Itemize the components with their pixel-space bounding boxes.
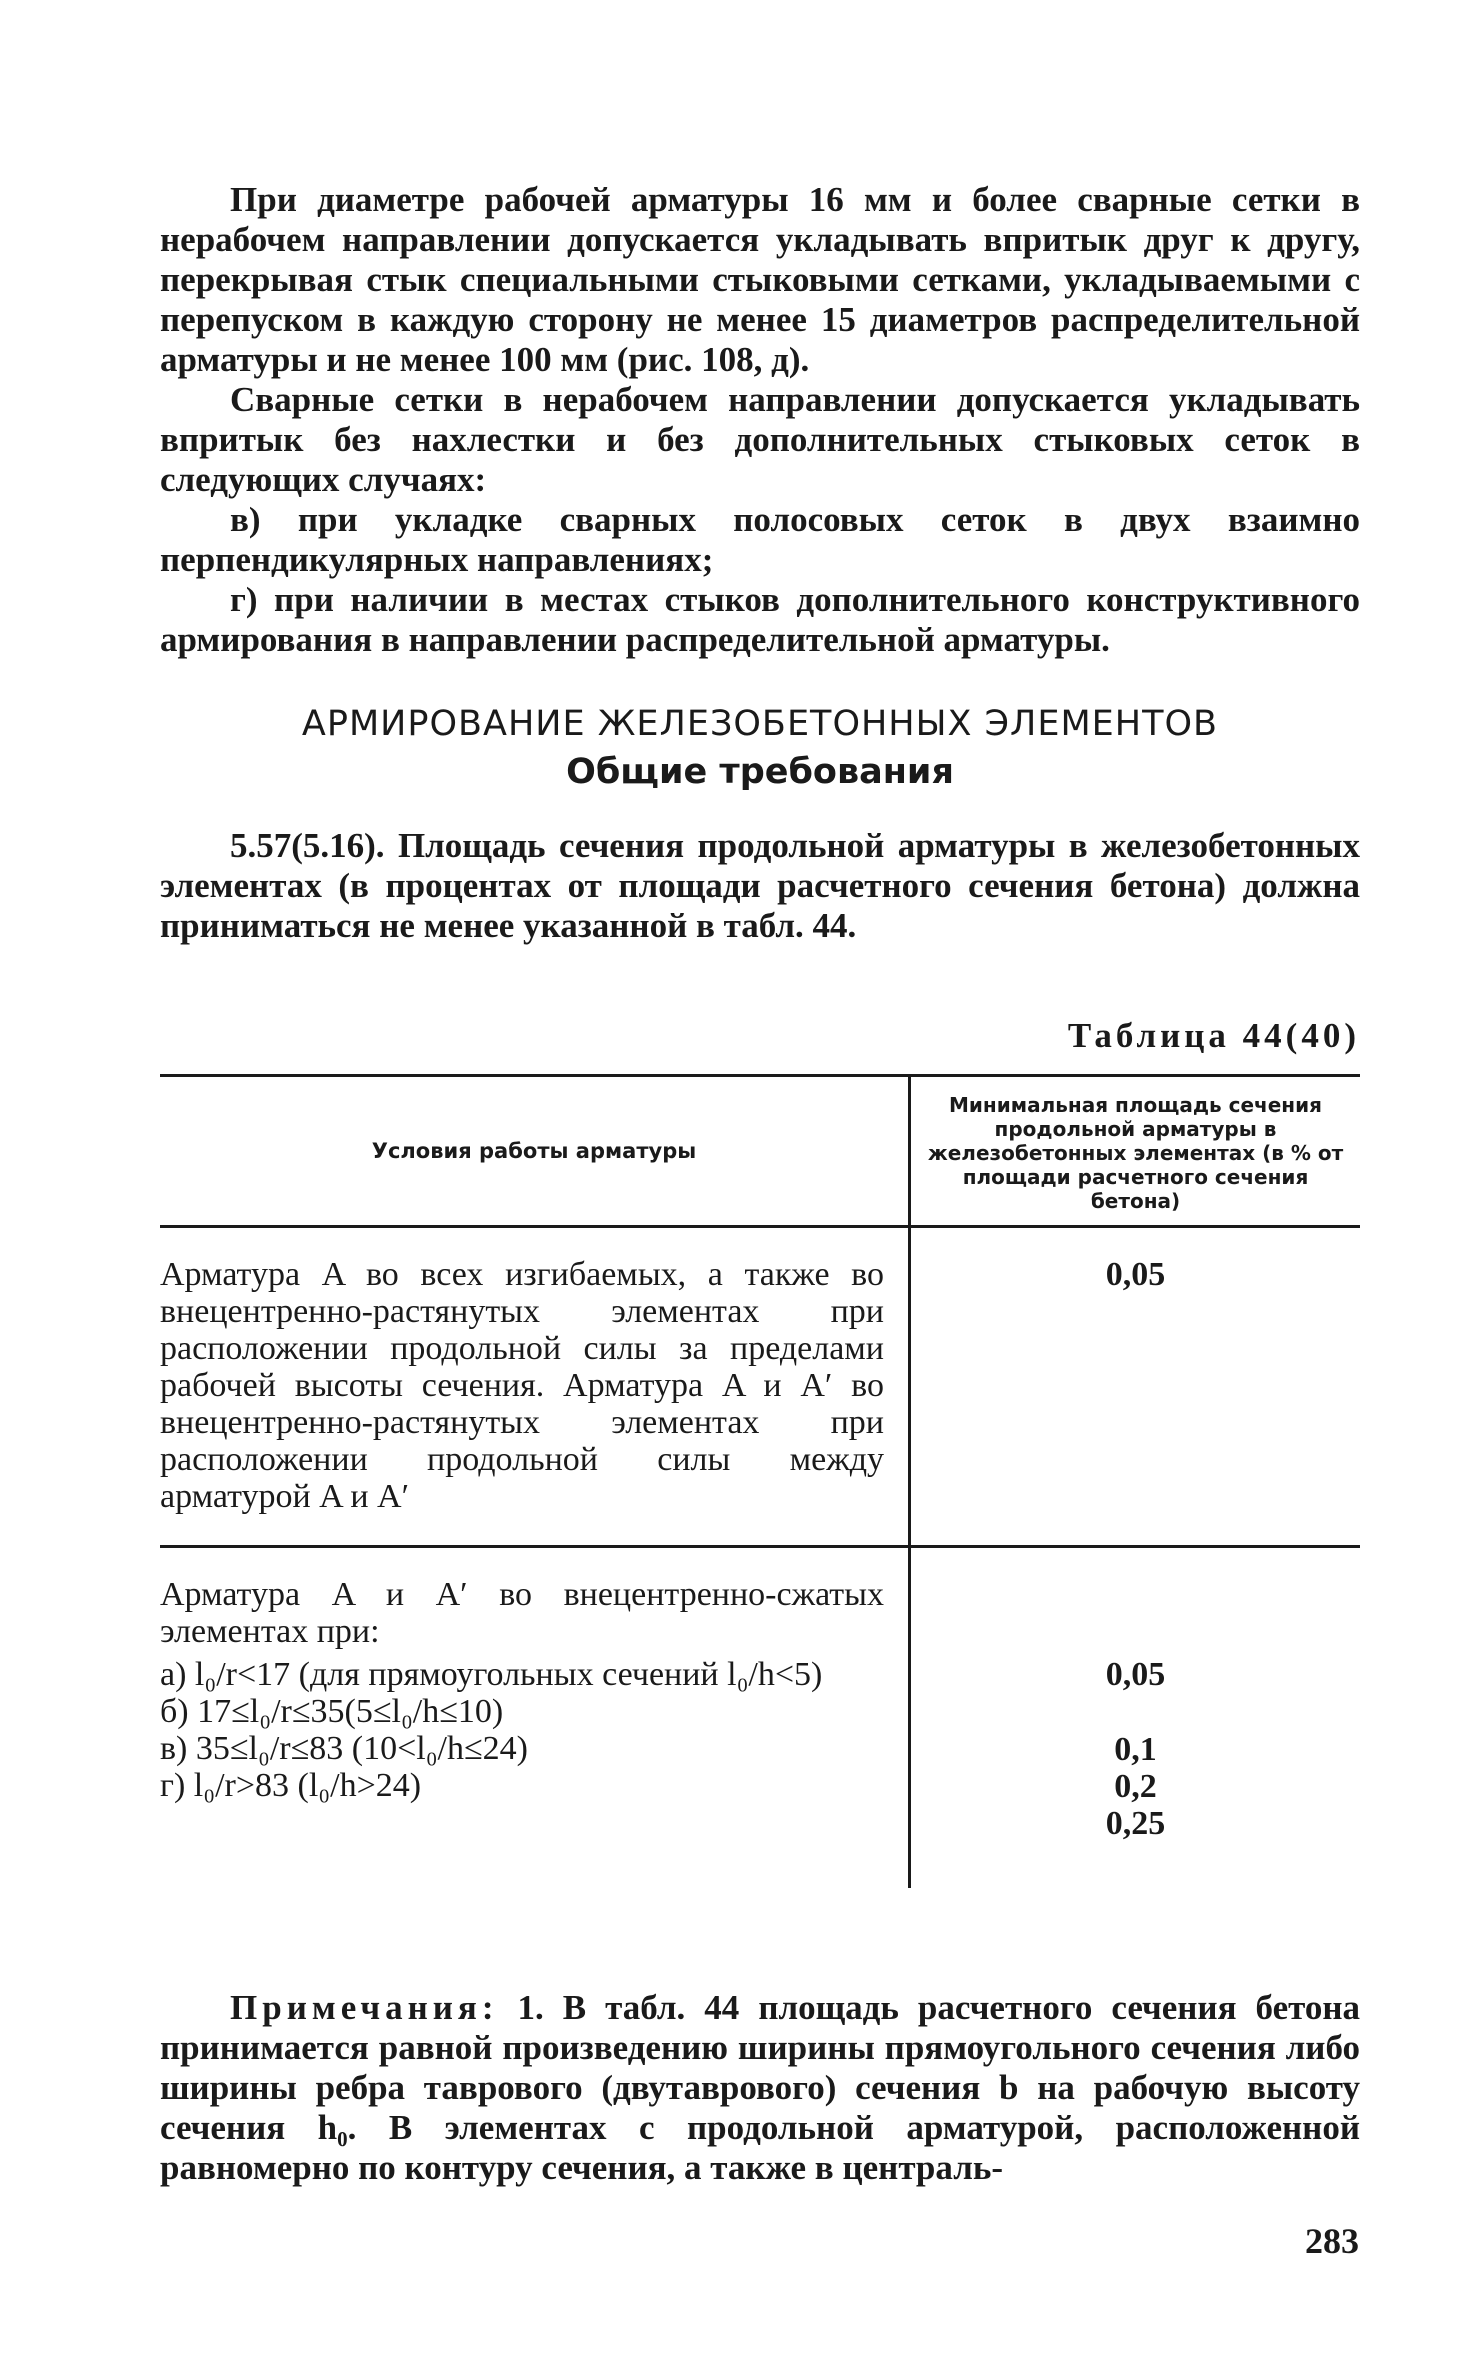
list-item: б) 17≤l₀/r≤35(5≤l₀/h≤10) bbox=[160, 1693, 504, 1730]
table-cell-conditions bbox=[160, 1547, 910, 1889]
table-cell-values bbox=[910, 1547, 1361, 1889]
table-value: 0,25 bbox=[1105, 1805, 1166, 1842]
table-header-min-area: Минимальная площадь сечения продольной арматуры в железобетонных элементах (в % от площади расчетного сечения бетона) bbox=[910, 1076, 1361, 1227]
table-row bbox=[160, 1547, 1360, 1889]
list-item: а) l₀/r<17 (для прямоугольных сечений l₀/h<5) bbox=[160, 1656, 823, 1693]
paragraph-case-g: г) при наличии в местах стыков дополнительного конструктивного армирования в направлении распределительной арматуры. bbox=[160, 580, 1360, 659]
page-number: 283 bbox=[1305, 2221, 1359, 2261]
notes-paragraph bbox=[160, 1988, 1360, 2188]
table-value: 0,2 bbox=[1114, 1768, 1157, 1805]
paragraph-welded-mesh-joints: При диаметре рабочей арматуры 16 мм и более сварные сетки в нерабочем направлении допускается укладывать впритык друг к другу, перекрывая стык специальными стыковыми сетками, укладываемыми с перепуском в каждую сторону не менее 15 диаметров распределительной арматуры и не менее 100 мм (рис. 108, д). bbox=[160, 180, 1360, 379]
section-subheading: Общие требования bbox=[566, 752, 954, 792]
table-row bbox=[160, 1227, 1360, 1547]
notes-label: Примечания: bbox=[230, 1988, 499, 2027]
notes-text: 1. В табл. 44 площадь расчетного сечения бетона принимается равной произведению ширины прямоугольного сечения либо ширины ребра таврового (двутаврового) сечения b на рабочую высоту сечения h₀. В элементах с продольной арматурой, расположенной равномерно по контуру сечения, а также в централь- bbox=[160, 1988, 1360, 2187]
row-intro: Арматура A и A′ во внецентренно-сжатых элементах при: bbox=[160, 1576, 884, 1650]
paragraph-mesh-no-overlap: Сварные сетки в нерабочем направлении допускается укладывать впритык без нахлестки и без дополнительных стыковых сеток в следующих случаях: bbox=[160, 380, 1360, 499]
table-cell-value: 0,05 bbox=[910, 1227, 1361, 1547]
paragraph-case-v: в) при укладке сварных полосовых сеток в двух взаимно перпендикулярных направлениях; bbox=[160, 500, 1360, 579]
table-cell-conditions: Арматура A во всех изгибаемых, а также во внецентренно-растянутых элементах при расположении продольной силы за пределами рабочей высоты сечения. Арматура A и A′ во внецентренно-растянутых элементах при расположении продольной силы между арматурой A и A′ bbox=[160, 1227, 910, 1547]
page-body bbox=[160, 180, 1360, 2223]
list-item: в) 35≤l₀/r≤83 (10<l₀/h≤24) bbox=[160, 1730, 528, 1767]
clause-5-57: 5.57(5.16). Площадь сечения продольной арматуры в железобетонных элементах (в процентах от площади расчетного сечения бетона) должна приниматься не менее указанной в табл. 44. bbox=[160, 826, 1360, 945]
section-heading: АРМИРОВАНИЕ ЖЕЛЕЗОБЕТОННЫХ ЭЛЕМЕНТОВ bbox=[301, 704, 1219, 744]
reinforcement-table bbox=[160, 1074, 1360, 1888]
table-value: 0,1 bbox=[1114, 1731, 1157, 1768]
table-header-conditions: Условия работы арматуры bbox=[160, 1076, 910, 1227]
table-value: 0,05 bbox=[1105, 1656, 1166, 1693]
table-caption: Таблица 44(40) bbox=[1067, 1016, 1360, 1055]
list-item: г) l₀/r>83 (l₀/h>24) bbox=[160, 1767, 422, 1804]
